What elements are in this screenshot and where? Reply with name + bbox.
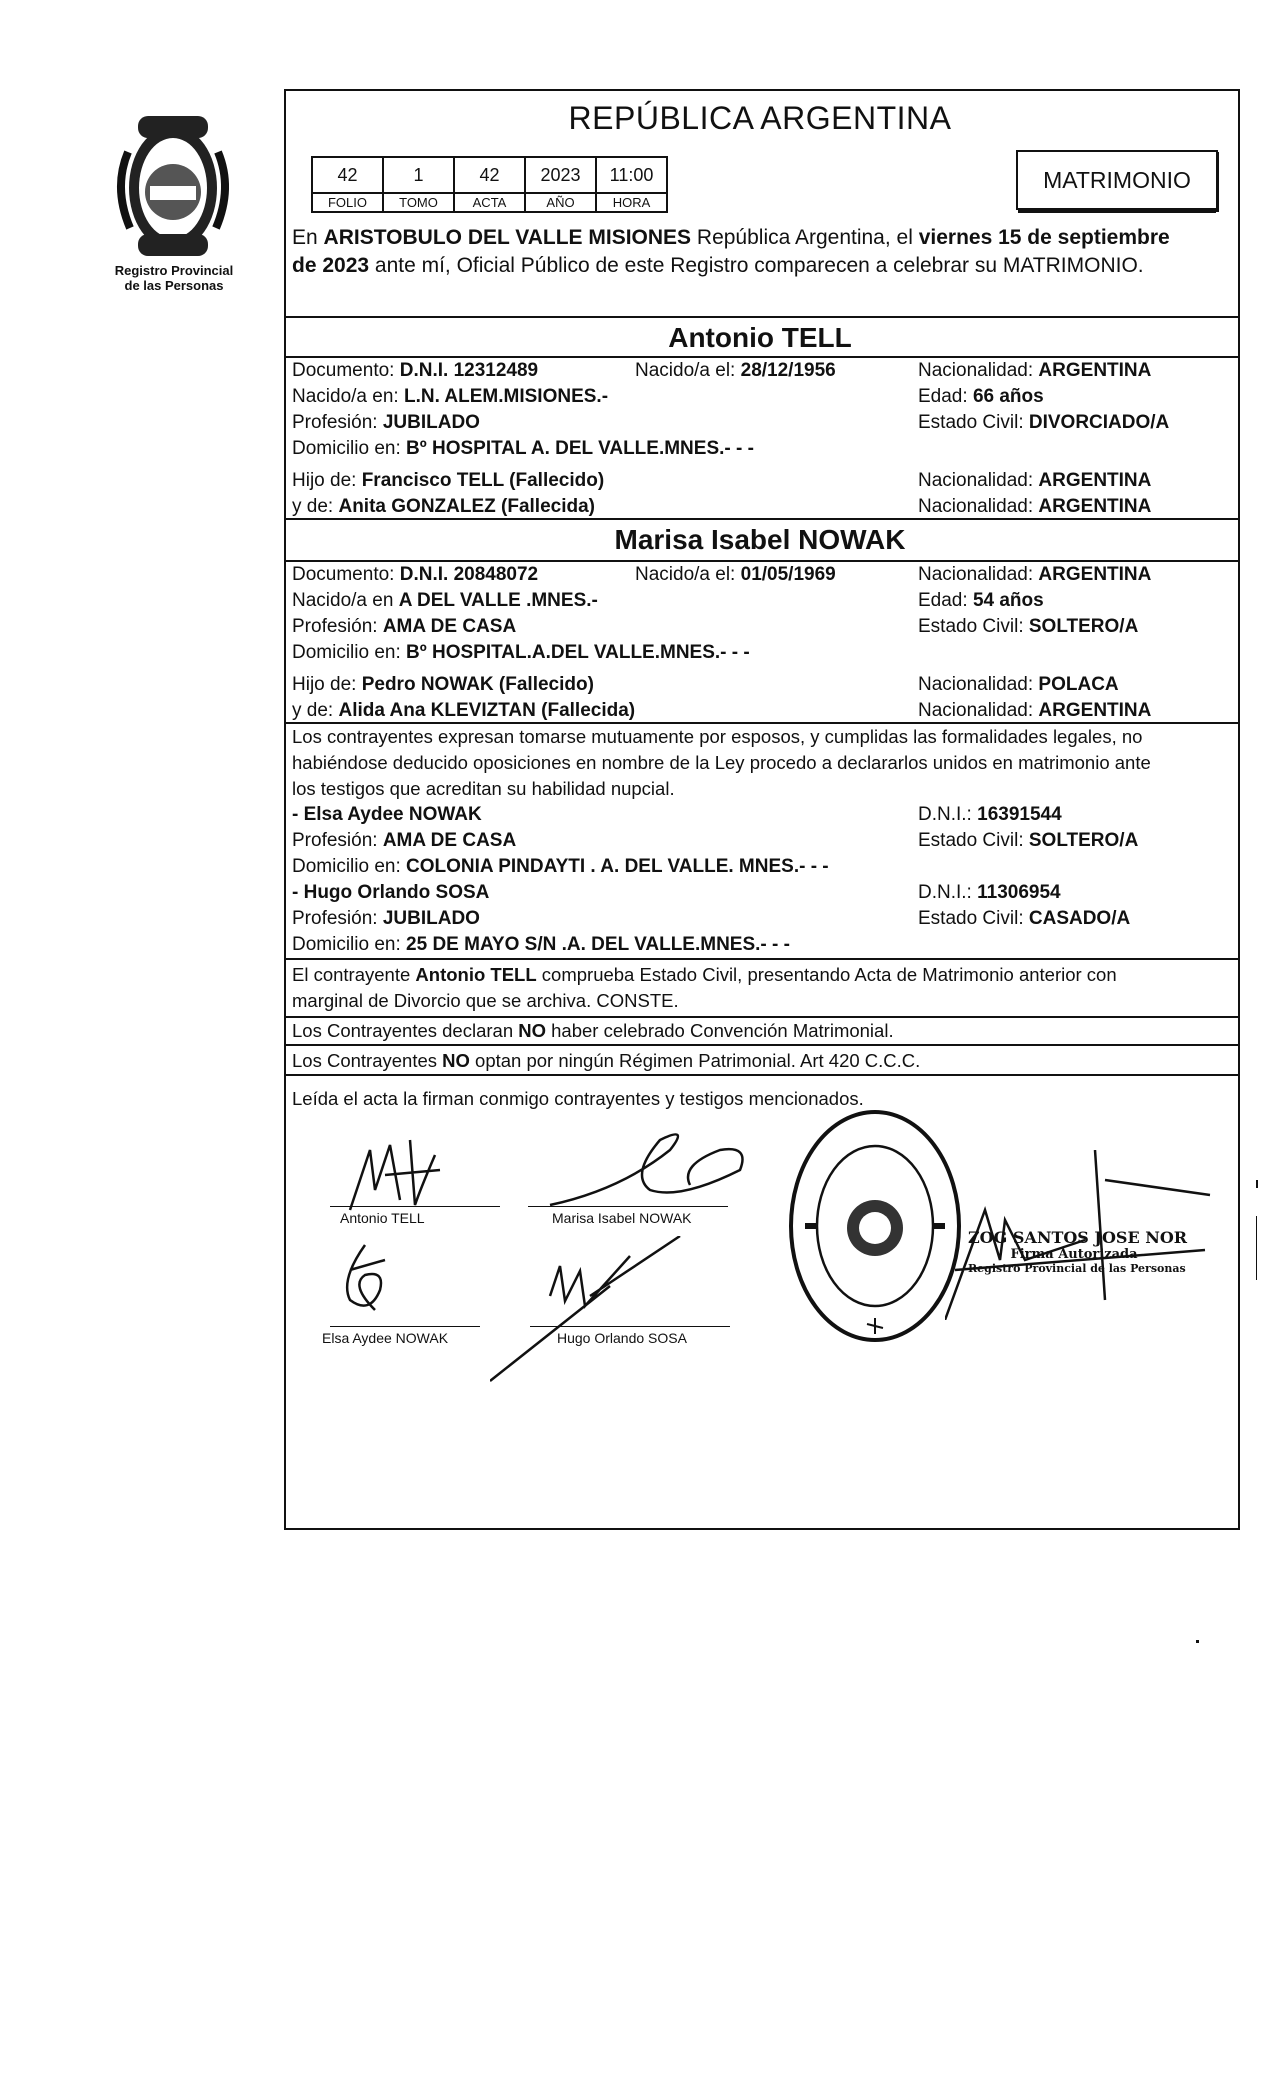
registry-name	[100, 263, 248, 293]
groom-profession: Profesión: JUBILADO	[292, 412, 480, 433]
groom-address: Domicilio en: Bº HOSPITAL A. DEL VALLE.MNES.- - -	[292, 438, 754, 459]
tomo-value: 1	[383, 157, 454, 193]
acta-label: ACTA	[454, 193, 525, 212]
witness2-dni: D.N.I.: 11306954	[918, 882, 1061, 903]
groom-document: Documento: D.N.I. 12312489	[292, 360, 539, 381]
witness1-name: - Elsa Aydee NOWAK	[292, 804, 482, 825]
groom-age: Edad: 66 años	[918, 386, 1044, 407]
officer-line1: Firma Autorizada	[1010, 1247, 1138, 1262]
groom-signature-label: Antonio TELL	[340, 1210, 425, 1226]
hour-value: 11:00	[596, 157, 667, 193]
intro-date: viernes 15 de septiembre	[918, 226, 1170, 249]
witness1-dni: D.N.I.: 16391544	[918, 804, 1062, 825]
registry-name-line2: de las Personas	[124, 278, 224, 293]
witness2-address: Domicilio en: 25 DE MAYO S/N .A. DEL VALLE.MNES.- - -	[292, 934, 790, 955]
country-title: REPÚBLICA ARGENTINA	[568, 100, 952, 136]
groom-mother-nationality: Nacionalidad: ARGENTINA	[918, 496, 1152, 517]
bride-father: Hijo de: Pedro NOWAK (Fallecido)	[292, 674, 594, 695]
intro-year: de 2023	[292, 254, 370, 277]
note-civil-status: El contrayente Antonio TELL comprueba Estado Civil, presentando Acta de Matrimonio anterior con	[292, 964, 1117, 985]
groom-nationality: Nacionalidad: ARGENTINA	[918, 360, 1152, 381]
note-convention: Los Contrayentes declaran NO haber celebrado Convención Matrimonial.	[292, 1020, 894, 1041]
acta-value: 42	[454, 157, 525, 193]
bride-mother-nationality: Nacionalidad: ARGENTINA	[918, 700, 1152, 721]
act-type-box	[1016, 150, 1218, 210]
groom-mother: y de: Anita GONZALEZ (Fallecida)	[292, 496, 596, 517]
official-stamp	[785, 1106, 965, 1346]
bride-civil-status: Estado Civil: SOLTERO/A	[918, 616, 1139, 637]
tomo-label: TOMO	[383, 193, 454, 212]
note-regime: Los Contrayentes NO optan por ningún Régimen Patrimonial. Art 420 C.C.C.	[292, 1050, 921, 1071]
bride-nationality: Nacionalidad: ARGENTINA	[918, 564, 1152, 585]
bride-father-nationality: Nacionalidad: POLACA	[918, 674, 1119, 695]
bride-age: Edad: 54 años	[918, 590, 1044, 611]
witness1-address: Domicilio en: COLONIA PINDAYTI . A. DEL VALLE. MNES.- - -	[292, 856, 829, 877]
registry-logo	[108, 112, 238, 264]
note-civil-status-line2: marginal de Divorcio que se archiva. CONSTE.	[292, 990, 679, 1011]
bride-birth-date: Nacido/a el: 01/05/1969	[635, 564, 836, 585]
bride-name: Marisa Isabel NOWAK	[614, 524, 906, 555]
witness1-signature-label: Elsa Aydee NOWAK	[322, 1330, 449, 1346]
groom-civil-status: Estado Civil: DIVORCIADO/A	[918, 412, 1170, 433]
declaration-line1: Los contrayentes expresan tomarse mutuamente por esposos, y cumplidas las formalidades legales, no	[292, 726, 1143, 747]
officer-name: ZOG SANTOS JOSE NOR	[968, 1228, 1188, 1247]
officer-line2: Registro Provincial de las Personas	[968, 1262, 1186, 1275]
officer-stamp-text	[968, 1228, 1188, 1275]
closing-text: Leída el acta la firman conmigo contrayentes y testigos mencionados.	[292, 1088, 864, 1109]
bride-address: Domicilio en: Bº HOSPITAL.A.DEL VALLE.MNES.- - -	[292, 642, 750, 663]
witness2-civil-status: Estado Civil: CASADO/A	[918, 908, 1131, 929]
witness1-profession: Profesión: AMA DE CASA	[292, 830, 517, 851]
witness2-signature	[490, 1236, 690, 1386]
intro-place: ARISTOBULO DEL VALLE MISIONES	[323, 226, 692, 249]
declaration-line3: los testigos que acreditan su habilidad nupcial.	[292, 778, 675, 799]
bride-profession: Profesión: AMA DE CASA	[292, 616, 517, 637]
bride-signature	[540, 1120, 760, 1215]
bride-signature-label: Marisa Isabel NOWAK	[552, 1210, 692, 1226]
witness1-signature	[330, 1240, 400, 1320]
folio-value: 42	[312, 157, 383, 193]
year-label: AÑO	[525, 193, 596, 212]
bride-document: Documento: D.N.I. 20848072	[292, 564, 539, 585]
year-value: 2023	[525, 157, 596, 193]
declaration-line2: habiéndose deducido oposiciones en nombre de la Ley procedo a declararlos unidos en matrimonio ante	[292, 752, 1151, 773]
witness1-civil-status: Estado Civil: SOLTERO/A	[918, 830, 1139, 851]
hour-label: HORA	[596, 193, 667, 212]
act-type: MATRIMONIO	[1043, 166, 1191, 193]
intro-paragraph: En ARISTOBULO DEL VALLE MISIONES República Argentina, el viernes 15 de septiembre de 2023 ante mí, Oficial Público de este Registro comparecen a celebrar su MATRIMONIO.	[292, 226, 1170, 277]
bride-birth-place: Nacido/a en A DEL VALLE .MNES.-	[292, 590, 598, 611]
witness2-profession: Profesión: JUBILADO	[292, 908, 480, 929]
groom-father-nationality: Nacionalidad: ARGENTINA	[918, 470, 1152, 491]
witness2-signature-label: Hugo Orlando SOSA	[557, 1330, 687, 1346]
witness2-name: - Hugo Orlando SOSA	[292, 882, 490, 903]
groom-birth-date: Nacido/a el: 28/12/1956	[635, 360, 836, 381]
groom-birth-place: Nacido/a en: L.N. ALEM.MISIONES.-	[292, 386, 609, 407]
registry-name-line1: Registro Provincial	[114, 263, 234, 278]
folio-label: FOLIO	[312, 193, 383, 212]
groom-father: Hijo de: Francisco TELL (Fallecido)	[292, 470, 605, 491]
act-number-table	[311, 156, 668, 213]
groom-name: Antonio TELL	[668, 322, 852, 353]
bride-mother: y de: Alida Ana KLEVIZTAN (Fallecida)	[292, 700, 636, 721]
